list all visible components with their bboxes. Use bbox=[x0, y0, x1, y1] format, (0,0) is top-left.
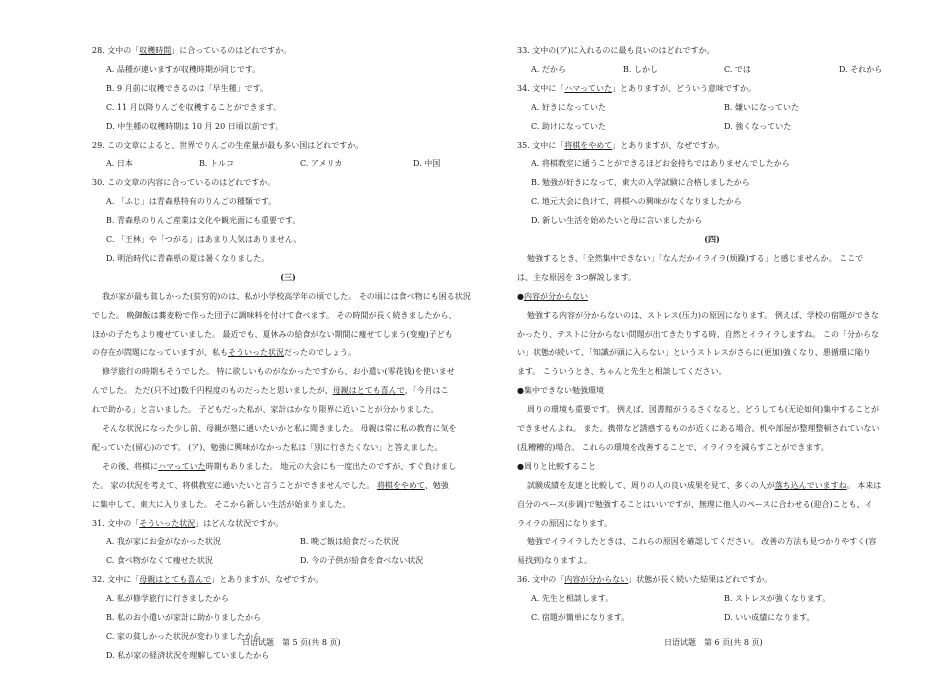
answer-option: D. 中生種の収穫時期は 10 月 20 日頃以前です。 bbox=[106, 121, 284, 131]
passage-line bbox=[92, 385, 449, 396]
passage-line bbox=[92, 499, 350, 510]
passage-line bbox=[102, 423, 457, 434]
passage-line: は、主な原因を 3つ解説します。 bbox=[517, 272, 636, 282]
answer-option: D. 私が家の経済状況を理解していましたから bbox=[106, 650, 270, 660]
answer-option: C. 家の貧しかった状況が変わりましたから bbox=[106, 631, 261, 641]
page-footer-right: 日语试题 第 6 页(共 8 页) bbox=[664, 638, 763, 647]
passage-line bbox=[92, 347, 356, 358]
passage-line: 勉強するとき、「全然集中できない」「なんだかイライラ(烦躁)する」と感じませんか。 ここで bbox=[527, 253, 864, 263]
answer-options-row bbox=[106, 158, 486, 169]
passage-line bbox=[92, 480, 449, 491]
answer-option: D. いい成績になります。 bbox=[724, 613, 815, 622]
passage-line: (乱糟糟的)場合。 これらの環境を改善することで、イライラを減らすことができます。 bbox=[517, 442, 829, 452]
answer-option: C. 助けになっていた bbox=[531, 121, 606, 131]
text-run: その後、将棋に bbox=[102, 461, 158, 471]
question-stem bbox=[92, 518, 283, 529]
question-stem bbox=[517, 574, 772, 585]
answer-option: C. では bbox=[724, 64, 751, 74]
underlined-phrase: 内容が分からない bbox=[523, 291, 588, 301]
text-run: 」とありますが、なぜですか。 bbox=[612, 140, 725, 150]
text-run: 」状態が長く続いた結果はどれですか。 bbox=[628, 575, 773, 585]
answer-option: D. 今の子供が給食を食べない状況 bbox=[300, 556, 424, 566]
text-run: 34. 文中に「 bbox=[517, 83, 565, 93]
answer-option: A. 品種が違いますが収穫時期が同じです。 bbox=[106, 64, 261, 74]
answer-options-row bbox=[106, 536, 486, 547]
passage-line: 勉強する内容が分からないのは、ストレス(压力)の原因になります。 例えば、学校の宿題ができな bbox=[527, 310, 879, 320]
text-run: ほかの子たちより痩せていました。 最近でも、夏休みの給食がない期間に痩せてしまう(变瘦)子ども bbox=[92, 329, 453, 339]
passage-line bbox=[92, 404, 439, 415]
passage-line: かったり、テストに分からない問題が出てきたりする時、自然とイライラしますね。 この「分からな bbox=[517, 329, 879, 339]
answer-option: B. 9 月前に収穫できるのは「早生種」です。 bbox=[106, 83, 268, 93]
passage-line bbox=[92, 442, 442, 453]
answer-option: A. 「ふじ」は青森県特有のりんごの種類です。 bbox=[106, 197, 277, 207]
question-stem bbox=[517, 140, 724, 151]
text-run: そんな状況になった少し前、母親が塾に通いたいかと私に聞きました。 母親は常に私の教育に気を bbox=[102, 424, 457, 433]
answer-option: D. 新しい生活を始めたいと母に言いましたから bbox=[531, 216, 703, 226]
text-run: 」とありますが、なぜですか。 bbox=[211, 575, 324, 585]
text-run: だったのでしょう。 bbox=[284, 348, 356, 358]
answer-option: A. 我が家にお金がなかった状況 bbox=[106, 537, 221, 547]
text-run: 我が家が最も貧しかった(贫穷的)のは、私が小学校高学年の頃でした。 その頃には食べ物にも困る状況 bbox=[102, 291, 471, 301]
passage-line: ●集中できない勉強環境 bbox=[517, 386, 604, 396]
text-run: 31. 文中の「 bbox=[92, 518, 140, 528]
answer-options-row bbox=[531, 64, 911, 75]
answer-option: D. それから bbox=[839, 64, 883, 74]
question-stem: 29. この文章によると、世界でりんごの生産量が最も多い国はどれですか。 bbox=[92, 140, 364, 150]
passage-line: 易找到)なりますよ。 bbox=[517, 556, 593, 566]
answer-option: B. 嫌いになっていた bbox=[724, 102, 799, 112]
page-footer-left: 日语试题 第 5 页(共 8 页) bbox=[242, 638, 341, 647]
text-run: ● bbox=[517, 291, 524, 301]
answer-option: A. だから bbox=[531, 64, 566, 74]
answer-option: D. 中国 bbox=[413, 159, 441, 169]
answer-option: D. 強くなっていた bbox=[724, 121, 792, 131]
answer-option: A. 先生と相談します。 bbox=[531, 594, 614, 604]
question-stem: 33. 文中の(ア)に入れるのに最も良いのはどれですか。 bbox=[517, 46, 715, 55]
answer-option: B. 勉強が好きになって、東大の入学試験に合格しましたから bbox=[531, 178, 750, 188]
answer-options-row bbox=[531, 593, 911, 604]
answer-option: D. 明治時代に青森県の夏は暑くなりました。 bbox=[106, 253, 270, 263]
text-run: でした。 晩御飯は蕎麦粉で作った団子に調味料を付けて食べます。 その時間が長く続きましたから、 bbox=[92, 310, 457, 320]
section-heading: (四) bbox=[704, 234, 720, 244]
passage-line: ライラの原因になります。 bbox=[517, 518, 613, 528]
text-run: れで助かる」と言いました。 子どもだった私が、家計はかなり限界に近いことが分かりました。 bbox=[92, 405, 439, 415]
passage-line bbox=[527, 480, 881, 491]
answer-option: C. アメリカ bbox=[300, 159, 343, 169]
answer-option: C. 食べ物がなくて痩せた状況 bbox=[106, 556, 213, 566]
text-run: 35. 文中に「 bbox=[517, 140, 565, 150]
underlined-phrase: そういった状況 bbox=[139, 518, 196, 528]
answer-option: A. 私が修学旅行に行きましたから bbox=[106, 594, 229, 604]
answer-options-row bbox=[531, 102, 911, 113]
text-run: 」に合っているのはどれですか。 bbox=[171, 46, 292, 55]
text-run: 。 本来は bbox=[846, 480, 882, 490]
text-run: 28. 文中の「 bbox=[92, 46, 140, 55]
underlined-phrase: 内容が分からない bbox=[564, 575, 629, 585]
question-stem bbox=[517, 83, 756, 94]
text-run: 配っていた(留心)のです。 (ア)、勉強に興味がなかった私は「別に行きたくない」と答えました。 bbox=[92, 442, 443, 452]
text-run: んでした。 ただ(只不过)数千円程度のものだったと思いましたが、 bbox=[92, 386, 333, 396]
passage-line bbox=[102, 291, 471, 302]
passage-line: 勉強でイライラしたときは、これらの原因を確認してください。 改善の方法も見つかりやすく(容 bbox=[527, 537, 877, 547]
text-run: 36. 文中の「 bbox=[517, 575, 565, 585]
text-run: 」はどんな状況ですか。 bbox=[195, 518, 284, 528]
answer-option: B. ストレスが強くなります。 bbox=[724, 594, 831, 604]
underlined-phrase: そういった状況 bbox=[228, 348, 284, 358]
subheading-line bbox=[517, 291, 588, 302]
passage-line: 周りの環境も重要です。 例えば、図書館がうるさくなると、どうしても(无论如何)集中することが bbox=[527, 405, 880, 415]
answer-option: B. しかし bbox=[623, 64, 658, 74]
text-run: に集中して、東大に入りました。 そこから新しい生活が始まりました。 bbox=[92, 499, 351, 509]
text-run: 修学旅行の時期もそうでした。 特に欲しいものがなかったですから、お小遣い(零花钱)を使いませ bbox=[102, 367, 455, 377]
passage-line: い」状態が続いて、「知識が頭に入らない」というストレスがさらに(更加)強くなり、悪循環に陥り bbox=[517, 348, 871, 358]
answer-option: A. 好きになっていた bbox=[531, 102, 606, 112]
answer-option: B. 晩ご飯は給食だった状況 bbox=[300, 537, 399, 547]
underlined-phrase: 母親はとても喜んで bbox=[139, 575, 212, 585]
answer-option: C. 「王林」や「つがる」はあまり人気はありません。 bbox=[106, 235, 302, 244]
underlined-phrase: 将棋をやめて bbox=[376, 480, 425, 490]
answer-options-row bbox=[531, 121, 911, 132]
passage-line bbox=[102, 366, 455, 377]
answer-option: C. 11 月以降りんごを収穫することができます。 bbox=[106, 102, 282, 112]
text-run: た。 家の状況を考えて、将棋教室に通いたいと言うことができませんでした。 bbox=[92, 480, 377, 490]
underlined-phrase: 収穫時間 bbox=[139, 46, 172, 55]
answer-option: B. 青森県のりんご産業は文化や観光面にも重要です。 bbox=[106, 216, 301, 226]
passage-line: 自分のペース(步调)で勉強することはいいですが、無理に他人のペースに合わせる(迎合)ことも、イ bbox=[517, 499, 873, 509]
underlined-phrase: 落ち込んでいますね bbox=[774, 480, 847, 490]
question-stem bbox=[92, 574, 323, 585]
text-run: の存在が問題になっていますが、私も bbox=[92, 348, 228, 358]
text-run: 」とありますが、どういう意味ですか。 bbox=[611, 83, 756, 93]
passage-line: ます。 こういうとき、ちゃんと先生と相談してください。 bbox=[517, 367, 727, 377]
passage-line bbox=[92, 329, 453, 340]
text-run: 32. 文中に「 bbox=[92, 575, 140, 585]
question-stem: 30. この文章の内容に合っているのはどれですか。 bbox=[92, 178, 276, 188]
underlined-phrase: ハマっていた bbox=[564, 83, 612, 93]
passage-line bbox=[102, 461, 456, 472]
underlined-phrase: 母親はとても喜んで bbox=[332, 386, 405, 396]
answer-option: B. トルコ bbox=[199, 159, 234, 169]
answer-options-row bbox=[531, 612, 911, 623]
answer-option: C. 宿題が簡単になります。 bbox=[531, 613, 630, 622]
text-run: 試験成績を友達と比較して、周りの人の良い成果を見て、多くの人が bbox=[527, 480, 775, 490]
answer-option: C. 地元大会に負けて、将棋への興味がなくなりましたから bbox=[531, 197, 742, 207]
underlined-phrase: ハマっていた bbox=[158, 461, 206, 471]
section-heading: (三) bbox=[280, 271, 296, 282]
text-run: 時期もありました。 地元の大会にも一度出たのですが、すぐ負けまし bbox=[205, 461, 457, 471]
answer-options-row bbox=[106, 555, 486, 566]
passage-line: できませんよね。 また、携帯など誘惑するものが近くにある場合、机や部屋が整理整頓されていない bbox=[517, 424, 880, 433]
question-stem bbox=[92, 45, 291, 56]
answer-option: A. 日本 bbox=[106, 159, 133, 169]
text-run: 、「今月はこ bbox=[404, 386, 449, 396]
text-run: 、勉強 bbox=[424, 480, 449, 490]
underlined-phrase: 将棋をやめて bbox=[564, 140, 613, 150]
answer-option: A. 将棋教室に通うことができるほどお金持ちではありませんでしたから bbox=[531, 159, 790, 169]
passage-line bbox=[92, 310, 456, 321]
passage-line: ●周りと比較すること bbox=[517, 461, 596, 471]
answer-option: B. 私のお小遣いが家計に助かりましたから bbox=[106, 613, 261, 622]
